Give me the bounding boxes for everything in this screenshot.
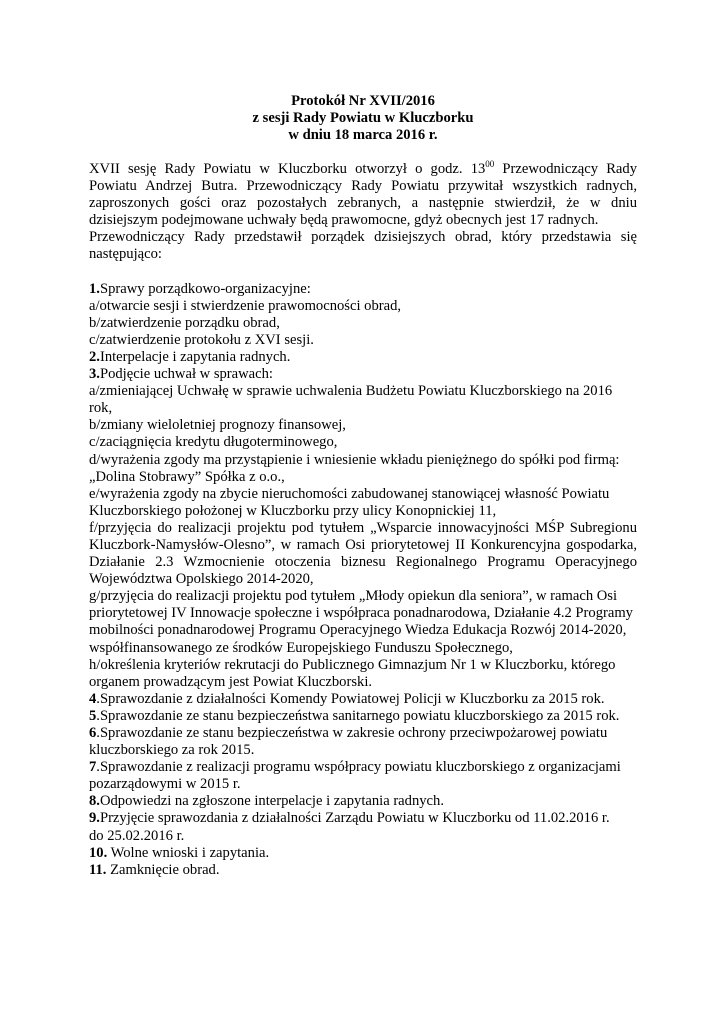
agenda-item-10 bbox=[89, 845, 637, 862]
item-number: 8. bbox=[89, 793, 100, 810]
document-header bbox=[89, 93, 637, 144]
item-text: .Sprawozdanie ze stanu bezpieczeństwa sanitarnego powiatu kluczborskiego za 2015 rok. bbox=[96, 707, 620, 724]
document-page bbox=[89, 93, 637, 879]
intro-text-after-time: Przewodniczący Rady Powiatu Andrzej Butra. Przewodniczący Rady Powiatu przywitał wszystkich radnych, zaproszonych gości oraz pozostałych zebranych, a następnie stwierdził, że w dniu dzisiejszym podejmowane uchwały będą prawomocne, gdyż obecnych jest 17 radnych. bbox=[89, 161, 638, 229]
item-text: Odpowiedzi na zgłoszone interpelacje i zapytania radnych. bbox=[99, 793, 444, 810]
subitem-text: /zmiany wieloletniej prognozy finansowej, bbox=[96, 417, 346, 434]
agenda-item-9 bbox=[89, 810, 637, 844]
item-text: .Sprawozdanie z realizacji programu współpracy powiatu kluczborskiego z organizacjami pozarządowymi w 2015 r. bbox=[89, 759, 621, 793]
item-number: 10. bbox=[89, 844, 108, 861]
item-number: 6 bbox=[89, 725, 97, 741]
item-text-continuation: do 25.02.2016 r. bbox=[89, 827, 185, 844]
intro-paragraph-opening bbox=[89, 161, 637, 229]
agenda-subitem-1b bbox=[89, 315, 637, 332]
subitem-letter: b bbox=[89, 314, 97, 331]
subitem-text: /otwarcie sesji i stwierdzenie prawomocności obrad, bbox=[95, 297, 402, 314]
agenda-subitem-1c bbox=[89, 332, 637, 349]
item-number: 4 bbox=[89, 690, 97, 707]
item-text: .Sprawozdanie z działalności Komendy Powiatowej Policji w Kluczborku za 2015 rok. bbox=[96, 690, 605, 707]
subitem-text: /wyrażenia zgody na zbycie nieruchomości zabudowanej stanowiącej własność Powiatu Kluczborskiego położonej w Kluczborku przy ulicy Konopnickiej 11, bbox=[89, 485, 610, 519]
item-text: Przyjęcie sprawozdania z działalności Zarządu Powiatu w Kluczborku od 11.02.2016 r. bbox=[99, 810, 610, 827]
agenda-item-5 bbox=[89, 708, 637, 725]
agenda-item-2 bbox=[89, 349, 637, 366]
subitem-text: /zaciągnięcia kredytu długoterminowego, bbox=[95, 434, 338, 451]
intro-section bbox=[89, 161, 637, 264]
item-number: 11. bbox=[89, 861, 107, 878]
agenda-item-1 bbox=[89, 281, 637, 298]
item-text: Wolne wnioski i zapytania. bbox=[107, 844, 270, 861]
subitem-text: /wyrażenia zgody ma przystąpienie i wniesienie wkładu pieniężnego do spółki pod firmą: „Dolina Stobrawy” Spółka z o.o., bbox=[89, 451, 620, 485]
agenda-subitem-3f bbox=[89, 520, 637, 588]
agenda-subitem-3b bbox=[89, 417, 637, 434]
agenda-subitem-3a bbox=[89, 383, 637, 417]
subitem-text: /zmieniającej Uchwałę w sprawie uchwalenia Budżetu Powiatu Kluczborskiego na 2016 rok, bbox=[89, 383, 613, 417]
item-number: 3. bbox=[89, 366, 100, 383]
subitem-letter: c bbox=[89, 434, 96, 451]
subitem-text: /przyjęcia do realizacji projektu pod tytułem „Młody opiekun dla seniora”, w ramach Osi priorytetowej IV Innowacje społeczne i współpraca ponadnarodowa, Działanie 4.2 Programy mobilności ponadnarodowej Programu Operacyjnego Wiedza Edukacja Rozwój 2014-2020, współfinansowanego ze środków Europejskiego Funduszu Społecznego, bbox=[89, 588, 633, 656]
subitem-letter: d bbox=[89, 451, 97, 468]
item-text: .Sprawozdanie ze stanu bezpieczeństwa w zakresie ochrony przeciwpożarowej powiatu kluczborskiego za rok 2015. bbox=[89, 725, 608, 759]
subitem-letter: b bbox=[89, 417, 97, 434]
item-number: 5 bbox=[89, 707, 97, 724]
subitem-letter: a bbox=[89, 383, 96, 400]
item-text: Interpelacje i zapytania radnych. bbox=[99, 348, 291, 365]
item-text: Zamknięcie obrad. bbox=[106, 861, 220, 878]
item-number: 2. bbox=[89, 348, 100, 365]
agenda-item-4 bbox=[89, 691, 637, 708]
agenda-subitem-3c bbox=[89, 434, 637, 451]
session-date: w dniu 18 marca 2016 r. bbox=[288, 127, 438, 143]
time-minutes-superscript: 00 bbox=[485, 159, 495, 169]
item-number: 1. bbox=[89, 280, 100, 297]
agenda-item-3 bbox=[89, 366, 637, 383]
subitem-letter: h bbox=[89, 656, 97, 673]
intro-text-before-time: XVII sesję Rady Powiatu w Kluczborku otworzył o godz. 13 bbox=[89, 161, 486, 177]
agenda-item-6 bbox=[89, 725, 637, 759]
subitem-text: /zatwierdzenie porządku obrad, bbox=[96, 314, 280, 331]
agenda-subitem-3h bbox=[89, 657, 637, 691]
subitem-letter: e bbox=[89, 485, 96, 502]
subitem-text: /określenia kryteriów rekrutacji do Publicznego Gimnazjum Nr 1 w Kluczborku, którego organem prowadzącym jest Powiat Kluczborski. bbox=[89, 656, 616, 690]
agenda-item-11 bbox=[89, 862, 637, 879]
agenda-subitem-3e bbox=[89, 486, 637, 520]
agenda-item-8 bbox=[89, 793, 637, 810]
subitem-text: /zatwierdzenie protokołu z XVI sesji. bbox=[95, 331, 314, 348]
agenda-subitem-1a bbox=[89, 298, 637, 315]
subitem-letter: a bbox=[89, 297, 96, 314]
subitem-letter: c bbox=[89, 331, 96, 348]
agenda-item-7 bbox=[89, 759, 637, 793]
subitem-letter: f bbox=[89, 519, 94, 536]
agenda-subitem-3d bbox=[89, 452, 637, 486]
item-text: Podjęcie uchwał w sprawach: bbox=[99, 366, 273, 383]
subitem-text: /przyjęcia do realizacji projektu pod tytułem „Wsparcie innowacyjności MŚP Subregionu Kluczbork-Namysłów-Olesno”, w ramach Osi priorytetowej II Konkurencyjna gospodarka, Działanie 2.3 Wzmocnienie otoczenia biznesu Regionalnego Programu Operacyjnego Województwa Opolskiego 2014-2020, bbox=[89, 519, 637, 588]
item-text: Sprawy porządkowo-organizacyjne: bbox=[99, 280, 311, 297]
intro-paragraph-agenda: Przewodniczący Rady przedstawił porządek dzisiejszych obrad, który przedstawia się następująco: bbox=[89, 229, 637, 263]
item-number: 7 bbox=[89, 759, 97, 776]
session-subtitle: z sesji Rady Powiatu w Kluczborku bbox=[252, 110, 474, 126]
item-number: 9. bbox=[89, 810, 100, 827]
agenda-list bbox=[89, 281, 637, 879]
protocol-title: Protokół Nr XVII/2016 bbox=[291, 93, 435, 109]
subitem-letter: g bbox=[89, 588, 97, 605]
agenda-subitem-3g bbox=[89, 588, 637, 656]
